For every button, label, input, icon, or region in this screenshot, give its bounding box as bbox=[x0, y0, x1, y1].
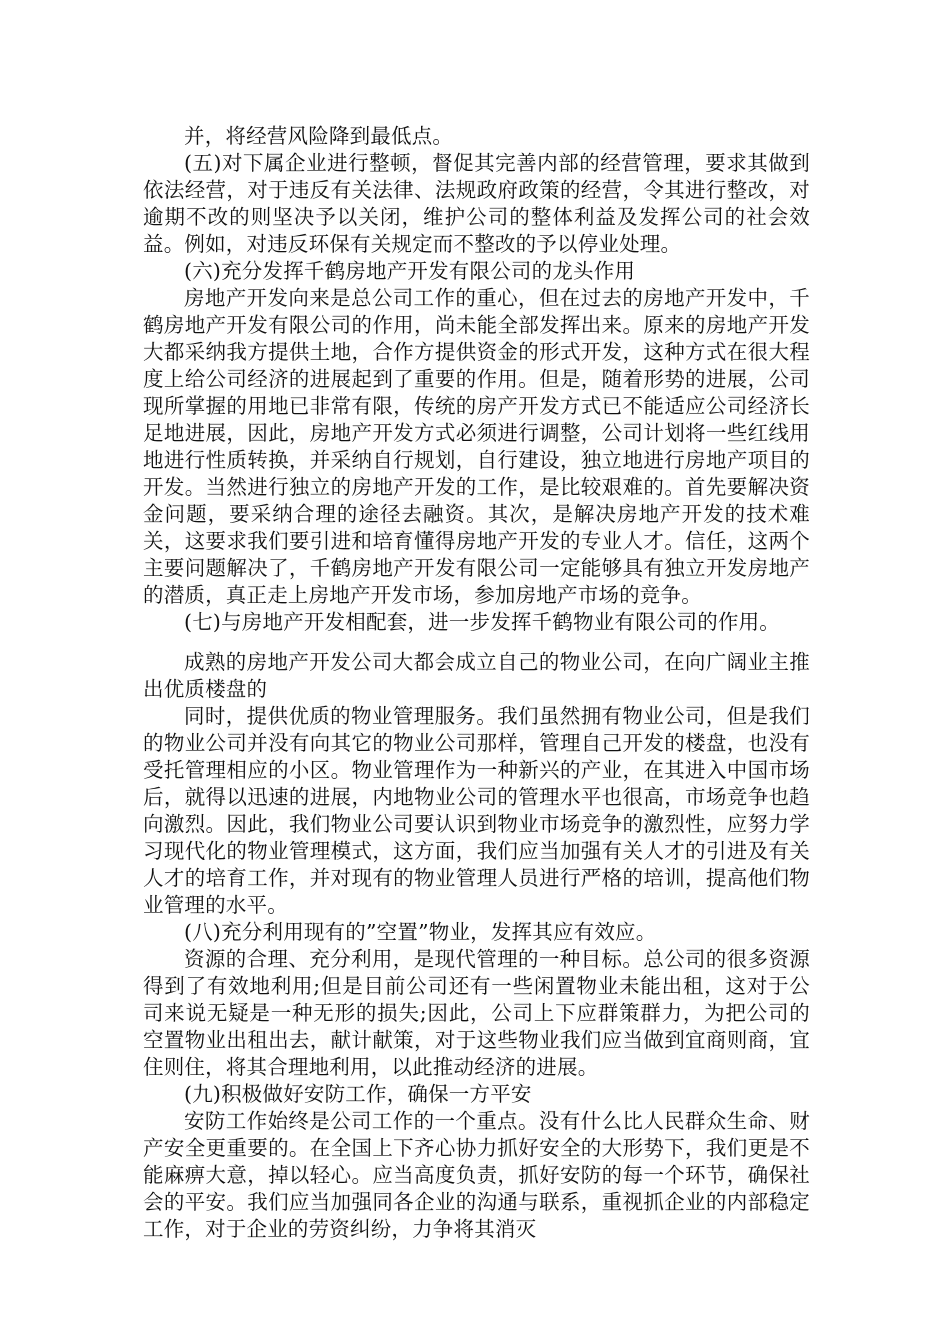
paragraph-resources: 资源的合理、充分利用，是现代管理的一种目标。总公司的很多资源得到了有效地利用;但是目前公司还有一些闲置物业未能出租，这对于公司来说无疑是一种无形的损失;因此，公司上下应群策群力，为把公司的空置物业出租出去，献计献策，对于这些物业我们应当做到宜商则商，宜住则住，将其合理地利用，以此推动经济的进展。 bbox=[143, 947, 810, 1079]
document-body bbox=[143, 123, 810, 1243]
paragraph-property-service: 同时，提供优质的物业管理服务。我们虽然拥有物业公司，但是我们的物业公司并没有向其它的物业公司那样，管理自己开发的楼盘，也没有受托管理相应的小区。物业管理作为一种新兴的产业，在其进入中国市场后，就得以迅速的进展，内地物业公司的管理水平也很高，市场竞争也趋向激烈。因此，我们物业公司要认识到物业市场竞争的激烈性，应努力学习现代化的物业管理模式，这方面，我们应当加强有关人才的引进及有关人才的培育工作，并对现有的物业管理人员进行严格的培训，提高他们物业管理的水平。 bbox=[143, 704, 810, 917]
heading-section-8: (八)充分利用现有的”空置”物业，发挥其应有效应。 bbox=[184, 920, 657, 944]
paragraph-property-intro: 成熟的房地产开发公司大都会成立自己的物业公司，在向广阔业主推出优质楼盘的 bbox=[143, 650, 810, 701]
paragraph-risk-end: 并，将经营风险降到最低点。 bbox=[184, 124, 454, 148]
heading-section-6: (六)充分发挥千鹤房地产开发有限公司的龙头作用 bbox=[184, 259, 636, 283]
heading-section-9: (九)积极做好安防工作，确保一方平安 bbox=[184, 1082, 532, 1106]
paragraph-real-estate: 房地产开发向来是总公司工作的重心，但在过去的房地产开发中，千鹤房地产开发有限公司的作用，尚未能全部发挥出来。原来的房地产开发大都采纳我方提供土地，合作方提供资金的形式开发，这种方式在很大程度上给公司经济的进展起到了重要的作用。但是，随着形势的进展，公司现所掌握的用地已非常有限，传统的房产开发方式已不能适应公司经济长足地进展，因此，房地产开发方式必须进行调整，公司计划将一些红线用地进行性质转换，并采纳自行规划，自行建设，独立地进行房地产项目的开发。当然进行独立的房地产开发的工作，是比较艰难的。首先要解决资金问题，要采纳合理的途径去融资。其次，是解决房地产开发的技术难关，这要求我们要引进和培育懂得房地产开发的专业人才。信任，这两个主要问题解决了，千鹤房地产开发有限公司一定能够具有独立开发房地产的潜质，真正走上房地产开发市场，参加房地产市场的竞争。 bbox=[143, 286, 810, 607]
paragraph-security: 安防工作始终是公司工作的一个重点。没有什么比人民群众生命、财产安全更重要的。在全国上下齐心协力抓好安全的大形势下，我们更是不能麻痹大意，掉以轻心。应当高度负责，抓好安防的每一个环节，确保社会的平安。我们应当加强同各企业的沟通与联系，重视抓企业的内部稳定工作，对于企业的劳资纠纷，力争将其消灭 bbox=[143, 1109, 810, 1241]
paragraph-section-5: (五)对下属企业进行整顿，督促其完善内部的经营管理，要求其做到依法经营，对于违反有关法律、法规政府政策的经营，令其进行整改，对逾期不改的则坚决予以关闭，维护公司的整体利益及发挥公司的社会效益。例如，对违反环保有关规定而不整改的予以停业处理。 bbox=[143, 151, 810, 256]
heading-section-7: (七)与房地产开发相配套，进一步发挥千鹤物业有限公司的作用。 bbox=[184, 610, 780, 634]
